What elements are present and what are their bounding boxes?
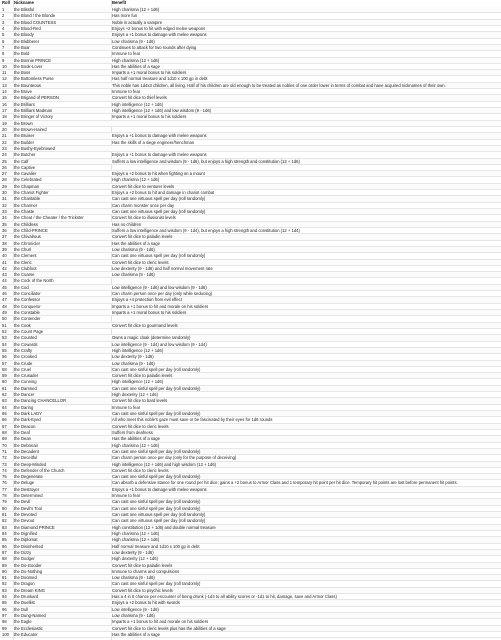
roll-cell: 44 bbox=[2, 278, 7, 284]
roll-cell: 67 bbox=[2, 423, 7, 429]
nickname-cell: the Devoted bbox=[14, 512, 37, 517]
benefit-cell: High dexterity (12 + 1d6) bbox=[112, 392, 158, 398]
benefit-cell: Low charisma (9 - 1d6) bbox=[112, 38, 155, 44]
nickname-cell: the Counted bbox=[14, 335, 37, 341]
roll-cell: 72 bbox=[2, 455, 7, 461]
nickname-cell: the Blond / the Blonde bbox=[14, 13, 56, 19]
nickname-cell: the Brown bbox=[14, 120, 33, 126]
benefit-cell: Low charisma (9 - 1d6) bbox=[112, 272, 155, 278]
roll-cell: 24 bbox=[2, 152, 7, 158]
nickname-cell: the Dull bbox=[14, 606, 29, 612]
roll-cell: 81 bbox=[2, 512, 7, 517]
nickname-cell: the Deluge bbox=[14, 480, 35, 486]
roll-cell: 23 bbox=[2, 145, 7, 151]
benefit-cell: Immune to fear bbox=[112, 89, 141, 95]
roll-cell: 89 bbox=[2, 562, 7, 568]
benefit-cell: Can cast one sinful spell per day (roll randomly) bbox=[112, 411, 201, 416]
roll-cell: 99 bbox=[2, 625, 7, 631]
benefit-cell: Can cast one sinful spell per day (roll randomly) bbox=[112, 505, 201, 511]
benefit-cell: Immune to fear bbox=[112, 51, 141, 57]
roll-cell: 1 bbox=[2, 7, 5, 12]
roll-cell: 96 bbox=[2, 606, 7, 612]
roll-cell: 15 bbox=[2, 95, 7, 101]
roll-cell: 83 bbox=[2, 524, 7, 530]
roll-cell: 74 bbox=[2, 467, 7, 473]
nickname-cell: the Childless bbox=[14, 221, 38, 227]
benefit-cell: Low intelligence (9 - 1d4) and low wisdom (9 - 1d4) bbox=[112, 341, 207, 347]
nickname-cell: the Cavalier bbox=[14, 171, 37, 177]
nickname-cell: the Cod bbox=[14, 284, 29, 290]
benefit-cell: Has the abilities of a sage bbox=[112, 436, 160, 442]
roll-cell: 79 bbox=[2, 499, 7, 505]
roll-cell: 10 bbox=[2, 63, 7, 69]
roll-cell: 85 bbox=[2, 537, 7, 543]
nickname-cell: the Bushy-Eyebrowed bbox=[14, 145, 55, 151]
roll-cell: 69 bbox=[2, 436, 7, 442]
nickname-cell: the Brigand of PERSON bbox=[14, 95, 59, 101]
nickname-cell: the Blubberer bbox=[14, 38, 40, 44]
nickname-cell: the Deacon bbox=[14, 423, 36, 429]
benefit-cell: Can charm person once per day (only while seducing) bbox=[112, 291, 213, 297]
nickname-cell: the Crude bbox=[14, 360, 33, 366]
nickname-cell: the Daring bbox=[14, 404, 34, 410]
benefit-cell: Low charisma (9 - 1d6) bbox=[112, 246, 155, 252]
benefit-cell: Suffers a low intelligence and wisdom (9 - 1d6), but enjoys a high strength and constitution (12 + 1d6) bbox=[112, 158, 300, 164]
roll-cell: 97 bbox=[2, 613, 7, 618]
nickname-cell: the Child-PRINCE bbox=[14, 227, 48, 233]
benefit-cell: Owns a magic cloak (determine randomly) bbox=[112, 335, 191, 341]
benefit-cell: Can cast one virtuous spell per day (roll randomly) bbox=[112, 209, 206, 214]
nickname-cell: the Captive bbox=[14, 164, 36, 170]
roll-cell: 29 bbox=[2, 183, 7, 189]
nickname-cell: the Decadent bbox=[14, 448, 39, 454]
nickname-cell: the Drunkard bbox=[14, 594, 39, 600]
nickname-cell: the Do-Gooder bbox=[14, 562, 42, 568]
nickname-cell: the Deep-Minded bbox=[14, 461, 47, 467]
nickname-cell: the Dark LADY bbox=[14, 411, 42, 416]
nickname-cell: the Dodger bbox=[14, 556, 35, 562]
roll-cell: 28 bbox=[2, 177, 7, 183]
roll-cell: 77 bbox=[2, 486, 7, 492]
nickname-cell: the Degenerate bbox=[14, 474, 43, 480]
nickname-cell: the Constable bbox=[14, 310, 40, 315]
benefit-cell: Can charm monster once per day bbox=[112, 202, 175, 208]
roll-cell: 94 bbox=[2, 594, 7, 600]
nickname-cell: the Dream KING bbox=[14, 587, 45, 593]
nickname-cell: the Conciliator bbox=[14, 291, 41, 297]
roll-cell: 16 bbox=[2, 101, 7, 107]
benefit-cell: Convert hit dice to gourmand levels bbox=[112, 322, 178, 328]
nickname-cell: the Dean bbox=[14, 436, 31, 442]
benefit-cell: Can cast one sinful spell per day (roll randomly) bbox=[112, 499, 201, 505]
roll-cell: 13 bbox=[2, 82, 7, 88]
nickname-cell: the Dark-Eyed bbox=[14, 417, 41, 423]
roll-cell: 54 bbox=[2, 341, 7, 347]
benefit-cell: Low charisma (9 - 1d6) bbox=[112, 360, 155, 366]
nickname-cell: the Cruel bbox=[14, 366, 31, 372]
benefit-cell: Has the abilities of a sage bbox=[112, 63, 160, 69]
roll-cell: 33 bbox=[2, 209, 7, 214]
nickname-cell: the Bringer of Victory bbox=[14, 114, 54, 120]
benefit-cell: Convert hit dice to cleric levels plus has the abilities of a sage bbox=[112, 625, 226, 631]
nickname-cell: the Dizzy bbox=[14, 549, 32, 555]
benefit-cell: Low dexterity (9 - 1d6) bbox=[112, 354, 154, 360]
benefit-cell: Convert hit dice to thief levels bbox=[112, 95, 167, 101]
roll-cell: 4 bbox=[2, 25, 5, 31]
benefit-cell: Imparts a +1 moral bonus to his soldiers bbox=[112, 70, 187, 76]
nickname-cell: the Devil's Tool bbox=[14, 505, 42, 511]
nickname-cell: the Crafty bbox=[14, 347, 33, 353]
table-row bbox=[0, 632, 501, 638]
nickname-cell: the Cock of the North bbox=[14, 278, 54, 284]
roll-cell: 86 bbox=[2, 543, 7, 549]
roll-cell: 38 bbox=[2, 240, 7, 246]
header-benefit: Benefit bbox=[112, 0, 127, 5]
benefit-cell: Enjoys a +2 bonus to hit with swords bbox=[112, 600, 180, 606]
nickname-cell: the Destroyer bbox=[14, 486, 40, 492]
benefit-cell: High intelligence (12 + 1d6) and low wisdom (9 - 1d6) bbox=[112, 108, 212, 113]
nickname-cell: the Bonnie PRINCE bbox=[14, 57, 52, 63]
roll-cell: 21 bbox=[2, 133, 7, 139]
nickname-cell: the Cleric bbox=[14, 259, 32, 265]
benefit-cell: Convert hit dice to paladin levels bbox=[112, 234, 173, 240]
nickname-cell: the Brilliant Madman bbox=[14, 108, 53, 113]
roll-cell: 32 bbox=[2, 202, 7, 208]
benefit-cell: Low dexterity (9 - 1d6) bbox=[112, 549, 154, 555]
roll-cell: 46 bbox=[2, 291, 7, 297]
roll-cell: 59 bbox=[2, 373, 7, 379]
nickname-cell: the Chariot Fighter bbox=[14, 190, 49, 196]
benefit-cell: Has the abilities of a sage bbox=[112, 240, 160, 246]
roll-cell: 52 bbox=[2, 328, 7, 334]
nickname-cell: the Coarse bbox=[14, 272, 35, 278]
roll-cell: 60 bbox=[2, 379, 7, 385]
roll-cell: 43 bbox=[2, 272, 7, 278]
roll-cell: 100 bbox=[2, 631, 9, 637]
nickname-cell: the Devout bbox=[14, 518, 35, 524]
nickname-cell: the Educator bbox=[14, 631, 38, 637]
nickname-cell: the Calf bbox=[14, 158, 29, 164]
roll-cell: 70 bbox=[2, 442, 7, 448]
roll-cell: 2 bbox=[2, 13, 5, 19]
benefit-cell: Can absorb a defensive stance for one round per hit dice; gains a +2 bonus to Armor Class and 1 temporary hit point per hit dice. Temporary hit points are lost before permanent hit points. bbox=[112, 480, 458, 486]
roll-cell: 80 bbox=[2, 505, 7, 511]
nickname-cell: the Boss bbox=[14, 70, 31, 76]
roll-cell: 20 bbox=[2, 126, 7, 132]
benefit-cell: Low intelligence (9 - 1d6) bbox=[112, 606, 159, 612]
benefit-cell: Imparts a +1 moral bonus to his soldiers bbox=[112, 310, 187, 315]
roll-cell: 64 bbox=[2, 404, 7, 410]
roll-cell: 56 bbox=[2, 354, 7, 360]
nickname-cell: the Doomed bbox=[14, 575, 37, 581]
roll-cell: 8 bbox=[2, 51, 5, 57]
benefit-cell: Convert hit dice to venturer levels bbox=[112, 183, 175, 189]
roll-cell: 55 bbox=[2, 347, 7, 353]
benefit-cell: Immune to charms and compulsions bbox=[112, 568, 180, 574]
nickname-cell: the Bottomless Purse bbox=[14, 76, 54, 82]
nickname-cell: the Blissful bbox=[14, 7, 35, 12]
benefit-cell: Can cast one virtuous spell per day (roll randomly) bbox=[112, 253, 206, 259]
benefit-cell: High constitution (12 + 1d6) and double normal treasure bbox=[112, 524, 216, 530]
benefit-cell: Convert hit dice to illusionist levels bbox=[112, 215, 176, 221]
benefit-cell: Can cast one sinful spell per day (roll randomly) bbox=[112, 448, 201, 454]
roll-cell: 73 bbox=[2, 461, 7, 467]
roll-cell: 26 bbox=[2, 164, 7, 170]
benefit-cell: Can cast one virtuous spell per day (roll randomly) bbox=[112, 512, 206, 517]
roll-cell: 42 bbox=[2, 265, 7, 271]
nickname-cell: the Cook bbox=[14, 322, 31, 328]
nickname-cell: the Clubfoot bbox=[14, 265, 37, 271]
roll-cell: 62 bbox=[2, 392, 7, 398]
benefit-cell: High charisma (12 + 1d6) bbox=[112, 530, 160, 536]
nickname-cell: the Chaste bbox=[14, 209, 35, 214]
nickname-cell: the Dancing CHANCELLOR bbox=[14, 398, 67, 404]
nickname-cell: the Duellist bbox=[14, 600, 35, 606]
benefit-cell: High charisma (12 + 1d6) bbox=[112, 57, 160, 63]
nickname-cell: the Diamond PRINCE bbox=[14, 524, 55, 530]
roll-cell: 34 bbox=[2, 215, 7, 221]
benefit-cell: Imparts a +1 bonus to hit and morale on his soldiers bbox=[112, 303, 209, 309]
benefit-cell: All who meet this noble's gaze must save or be fascinated by their eyes for 1d6 rounds bbox=[112, 417, 273, 423]
roll-cell: 50 bbox=[2, 316, 7, 322]
roll-cell: 61 bbox=[2, 385, 7, 391]
roll-cell: 19 bbox=[2, 120, 7, 126]
roll-cell: 90 bbox=[2, 568, 7, 574]
roll-cell: 22 bbox=[2, 139, 7, 145]
nickname-cell: the Do-Nothing bbox=[14, 568, 43, 574]
roll-cell: 65 bbox=[2, 411, 7, 416]
roll-cell: 98 bbox=[2, 619, 7, 625]
nickname-cell: the Brown-Haired bbox=[14, 126, 47, 132]
roll-cell: 39 bbox=[2, 246, 7, 252]
roll-cell: 95 bbox=[2, 600, 7, 606]
nickname-cell: the Cowards bbox=[14, 341, 38, 347]
roll-cell: 82 bbox=[2, 518, 7, 524]
benefit-cell: High intelligence (12 + 1d6) bbox=[112, 101, 164, 107]
nickname-cell: the Dignified bbox=[14, 530, 38, 536]
benefit-cell: Convert hit dice to cleric levels bbox=[112, 467, 169, 473]
benefit-cell: Immune to fear bbox=[112, 404, 141, 410]
table-body bbox=[0, 7, 501, 638]
nickname-cell: the Count Page bbox=[14, 328, 44, 334]
roll-cell: 92 bbox=[2, 581, 7, 587]
roll-cell: 87 bbox=[2, 549, 7, 555]
benefit-cell: Can cast one sinful spell per day (roll randomly) bbox=[112, 385, 201, 391]
roll-cell: 17 bbox=[2, 108, 7, 113]
roll-cell: 75 bbox=[2, 474, 7, 480]
benefit-cell: Enjoys a +2 bonus to hit when fighting on a mount bbox=[112, 171, 205, 177]
benefit-cell: High intelligence (12 + 1d6) and high wisdom (12 + 1d6) bbox=[112, 461, 217, 467]
benefit-cell: High dexterity (12 + 1d6) bbox=[112, 556, 158, 562]
roll-cell: 14 bbox=[2, 89, 7, 95]
nickname-cell: the Chivalrous bbox=[14, 234, 41, 240]
roll-cell: 49 bbox=[2, 310, 7, 315]
benefit-cell: Convert hit dice to psychic levels bbox=[112, 587, 173, 593]
nickname-cell: the Clement bbox=[14, 253, 37, 259]
benefit-cell: Has a 4 in 6 chance per encounter of being drunk (-1d4 to all ability scores or -1d1 to hit, damage, save and Armor Class) bbox=[112, 594, 337, 600]
roll-cell: 71 bbox=[2, 448, 7, 454]
benefit-cell: Has more fun bbox=[112, 13, 138, 19]
nickname-cell: the Devil bbox=[14, 499, 31, 505]
nickname-cell: the Churl bbox=[14, 246, 31, 252]
nickname-cell: the Dragon bbox=[14, 581, 35, 587]
nickname-cell: the Bold bbox=[14, 51, 30, 57]
roll-cell: 41 bbox=[2, 259, 7, 265]
roll-cell: 51 bbox=[2, 322, 7, 328]
roll-cell: 78 bbox=[2, 493, 7, 499]
benefit-cell: High charisma (12 + 1d6) bbox=[112, 442, 160, 448]
benefit-cell: Low charisma (9 - 1d6) bbox=[112, 613, 155, 618]
benefit-cell: High charisma (12 + 1d6) bbox=[112, 537, 160, 543]
roll-cell: 88 bbox=[2, 556, 7, 562]
nickname-cell: the Damned bbox=[14, 385, 37, 391]
roll-cell: 5 bbox=[2, 32, 5, 38]
roll-cell: 9 bbox=[2, 57, 5, 63]
roll-cell: 11 bbox=[2, 70, 7, 76]
roll-cell: 7 bbox=[2, 44, 5, 50]
benefit-cell: High intelligence (12 + 1d6) bbox=[112, 347, 164, 353]
nickname-cell: the Blood-Red bbox=[14, 25, 41, 31]
nickname-cell: the Eagle bbox=[14, 619, 32, 625]
roll-cell: 6 bbox=[2, 38, 5, 44]
nickname-cell: the Crooked bbox=[14, 354, 37, 360]
header-roll: Roll bbox=[2, 0, 10, 5]
benefit-cell: Has the skills of a siege engineer/henchman bbox=[112, 139, 195, 145]
roll-cell: 47 bbox=[2, 297, 7, 303]
benefit-cell: Can charm person once per day (only for the purpose of deceiving) bbox=[112, 455, 237, 461]
benefit-cell: Enjoys +2 bonus to hit with edged melee weapons bbox=[112, 25, 206, 31]
roll-cell: 76 bbox=[2, 480, 7, 486]
nickname-cell: the Deceitful bbox=[14, 455, 38, 461]
nickname-cell: the Confessor bbox=[14, 297, 41, 303]
nickname-cell: the Ecclesiastic bbox=[14, 625, 43, 631]
roll-cell: 3 bbox=[2, 19, 5, 25]
benefit-cell: Immune to fear bbox=[112, 493, 141, 499]
benefit-cell: Enjoys a +2 bonus to hit and damage in chariot combat bbox=[112, 190, 215, 196]
nickname-cell: the Bruiser bbox=[14, 133, 35, 139]
nickname-cell: the Diplomat bbox=[14, 537, 38, 543]
nickname-cell: the Dung-Named bbox=[14, 613, 46, 618]
nickname-cell: the Boar bbox=[14, 44, 30, 50]
nickname-cell: the Brilliant bbox=[14, 101, 35, 107]
nickname-cell: the Determined bbox=[14, 493, 43, 499]
nickname-cell: the Bloody bbox=[14, 32, 34, 38]
nickname-cell: the Defender of the Church bbox=[14, 467, 65, 473]
nickname-cell: the Butcher bbox=[14, 152, 36, 158]
nickname-cell: the Deaf bbox=[14, 429, 30, 435]
benefit-cell: Low charisma (9 - 1d6) bbox=[112, 575, 155, 581]
benefit-cell: Can cast one sinful spell per day (roll randomly) bbox=[112, 581, 201, 587]
benefit-cell: Continues to attack for two rounds after dying bbox=[112, 44, 197, 50]
benefit-cell: Enjoys a +4 protection from evil effect bbox=[112, 297, 182, 303]
roll-cell: 91 bbox=[2, 575, 7, 581]
benefit-cell: Low intelligence (9 - 1d6) and low wisdom (9 - 1d6) bbox=[112, 284, 207, 290]
roll-cell: 27 bbox=[2, 171, 7, 177]
nickname-cell: the Cunning bbox=[14, 379, 37, 385]
benefit-cell: Imparts a +1 moral bonus to his soldiers bbox=[112, 114, 187, 120]
roll-cell: 84 bbox=[2, 530, 7, 536]
benefit-cell: Enjoys a +1 bonus to damage with melee weapons bbox=[112, 32, 207, 38]
nickname-cell: the Book-Lover bbox=[14, 63, 43, 69]
benefit-cell: Imparts a +1 bonus to hit and morale on his soldiers bbox=[112, 619, 209, 625]
roll-cell: 35 bbox=[2, 221, 7, 227]
roll-cell: 57 bbox=[2, 360, 7, 366]
benefit-cell: Enjoys a +1 bonus to damage with melee weapons bbox=[112, 152, 207, 158]
benefit-cell: High charisma (12 + 1d6) bbox=[112, 177, 160, 183]
roll-cell: 48 bbox=[2, 303, 7, 309]
benefit-cell: Enjoys a +1 bonus to damage with melee weapons bbox=[112, 486, 207, 492]
benefit-cell: Convert hit dice to bard levels bbox=[112, 398, 168, 404]
benefit-cell: Can cast one virtuous spell per day (roll randomly) bbox=[112, 518, 206, 524]
nickname-cell: the Builder bbox=[14, 139, 35, 145]
benefit-cell: Convert hit dice to paladin levels bbox=[112, 562, 173, 568]
roll-cell: 12 bbox=[2, 76, 7, 82]
roll-cell: 58 bbox=[2, 366, 7, 372]
roll-cell: 31 bbox=[2, 196, 7, 202]
roll-cell: 53 bbox=[2, 335, 7, 341]
benefit-cell: High intelligence (12 + 1d6) bbox=[112, 379, 164, 385]
roll-cell: 45 bbox=[2, 284, 7, 290]
roll-cell: 40 bbox=[2, 253, 7, 259]
roll-cell: 30 bbox=[2, 190, 7, 196]
benefit-cell: Enjoys a +1 bonus to damage with melee weapons bbox=[112, 133, 207, 139]
nickname-cell: the Blood COUNTESS bbox=[14, 19, 57, 25]
nickname-cell: the Charitable bbox=[14, 196, 41, 202]
benefit-cell: Has half normal treasure and 1d10 x 100 gp in debt bbox=[112, 76, 208, 82]
roll-cell: 93 bbox=[2, 587, 7, 593]
benefit-cell: Suffers a low intelligence and wisdom (9 - 1d4), but enjoys a high strength and constitution (12 + 1d4) bbox=[112, 227, 300, 233]
roll-cell: 66 bbox=[2, 417, 7, 423]
benefit-cell: Has no children bbox=[112, 221, 142, 227]
benefit-cell: Convert hit dice to cleric levels bbox=[112, 259, 169, 265]
benefit-cell: Suffers from deafness bbox=[112, 429, 153, 435]
benefit-cell: This noble has 1d4x3 children, all living. Half of his children are old enough to be treated as nobles of one order lower in terms of combat and have acquired nicknames of their own. bbox=[112, 82, 446, 88]
roll-cell: 25 bbox=[2, 158, 7, 164]
benefit-cell: Convert hit dice to paladin levels bbox=[112, 373, 173, 379]
roll-cell: 63 bbox=[2, 398, 7, 404]
benefit-cell: Low dexterity (9 - 1d6) and half normal movement rate bbox=[112, 265, 213, 271]
benefit-cell: Half normal treasure and 1d10 x 100 gp in debt bbox=[112, 543, 200, 549]
benefit-cell: Has the abilities of a sage bbox=[112, 631, 160, 637]
nickname-cell: the Crusader bbox=[14, 373, 39, 379]
benefit-cell: High charisma (12 + 1d6) bbox=[112, 7, 160, 12]
nickname-cell: the Chapman bbox=[14, 183, 40, 189]
nickname-cell: the Contender bbox=[14, 316, 41, 322]
nickname-cell: the Bounteous bbox=[14, 82, 42, 88]
benefit-cell: Can cast one virtuous spell per day (roll randomly) bbox=[112, 196, 206, 202]
roll-cell: 18 bbox=[2, 114, 7, 120]
roll-cell: 68 bbox=[2, 429, 7, 435]
benefit-cell: Noble is actually a vampire bbox=[112, 19, 163, 25]
benefit-cell: Convert hit dice to cleric levels bbox=[112, 423, 169, 429]
benefit-cell: Can cast one sinful spell per day (roll randomly) bbox=[112, 474, 201, 480]
header-nickname: Nickname bbox=[14, 0, 34, 5]
nickname-cell: the Cheat / the Cheater / the Trickster bbox=[14, 215, 84, 221]
nickname-cell: the Celebrated bbox=[14, 177, 42, 183]
nickname-cell: the Dancer bbox=[14, 392, 35, 398]
nickname-cell: the Brave bbox=[14, 89, 32, 95]
nickname-cell: the Conqueror bbox=[14, 303, 41, 309]
nickname-cell: the Disinherited bbox=[14, 543, 44, 549]
nickname-cell: the Debonair bbox=[14, 442, 38, 448]
nickname-cell: the Charmer bbox=[14, 202, 38, 208]
nickname-cell: the Chronicler bbox=[14, 240, 41, 246]
roll-cell: 37 bbox=[2, 234, 7, 240]
roll-cell: 36 bbox=[2, 227, 7, 233]
benefit-cell: Can cast one sinful spell per day (roll randomly) bbox=[112, 366, 201, 372]
